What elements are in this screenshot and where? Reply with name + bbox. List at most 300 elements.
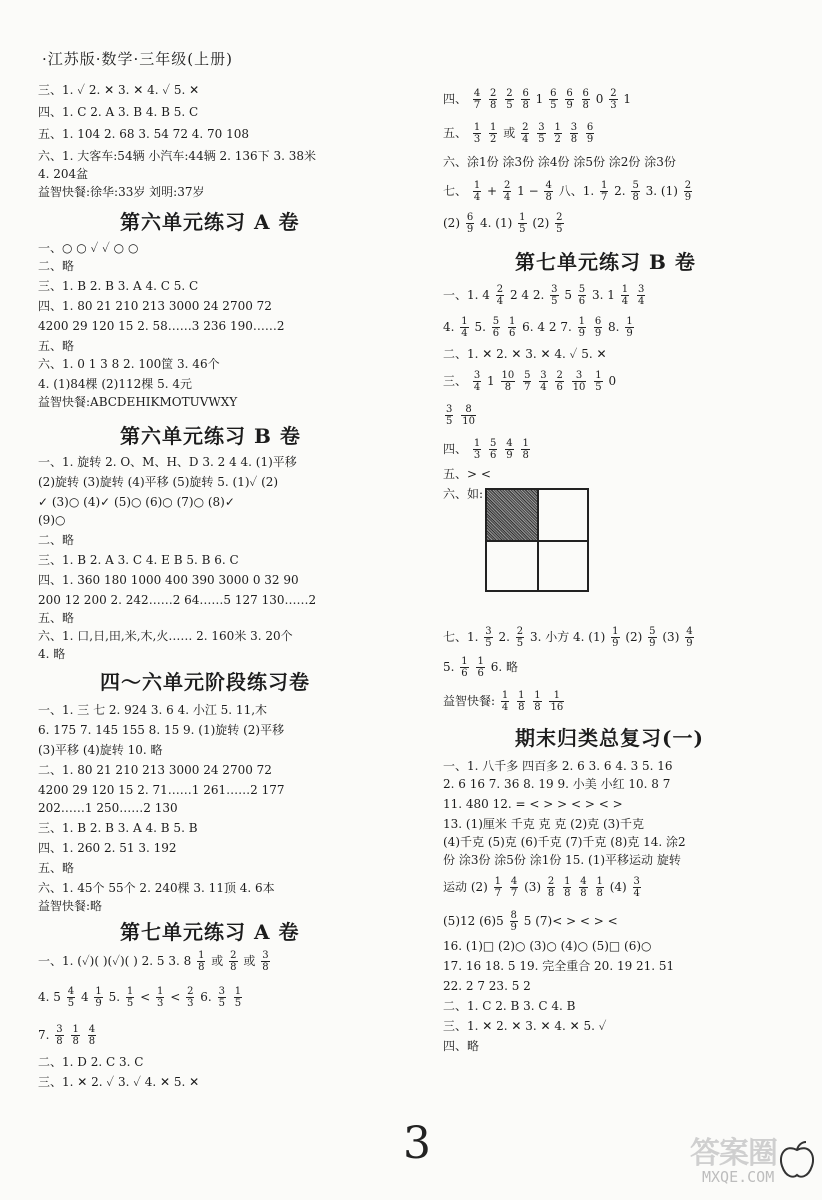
numerator: 3: [538, 122, 545, 133]
numerator: 1: [554, 122, 561, 133]
denominator: 8: [547, 888, 555, 899]
answer-line: ✓ (3)○ (4)✓ (5)○ (6)○ (7)○ (8)✓: [38, 495, 235, 509]
numerator: 8: [510, 910, 517, 921]
answer-text: 0: [608, 374, 617, 388]
answer-line: [443, 626, 696, 649]
answer-line: [443, 876, 643, 899]
fraction: [594, 370, 602, 393]
answer-text: 4.: [443, 320, 455, 334]
fraction: [578, 284, 586, 307]
answer-text: 6. 略: [490, 660, 518, 674]
fraction: [94, 986, 102, 1009]
answer-text: 7.: [38, 1028, 50, 1042]
denominator: 9: [578, 328, 585, 339]
numerator: 3: [572, 370, 587, 382]
denominator: 4: [503, 192, 511, 203]
numerator: 1: [234, 986, 242, 997]
answer-text: 4. 5: [38, 990, 61, 1004]
numerator: 2: [684, 180, 692, 191]
fraction: [261, 950, 269, 973]
numerator: 2: [547, 876, 555, 887]
numerator: 1: [156, 986, 164, 997]
section-title: 第六单元练习 A 卷: [120, 210, 300, 234]
answer-line: 六、如:: [443, 487, 484, 501]
numerator: 3: [570, 122, 578, 133]
denominator: 4: [633, 888, 640, 899]
answer-line: [443, 122, 596, 145]
answer-line: 11. 480 12. = < > > < > < >: [443, 797, 623, 811]
denominator: 9: [612, 638, 619, 649]
denominator: 5: [234, 998, 242, 1009]
fraction: [596, 876, 604, 899]
fraction: [521, 88, 529, 111]
fraction: [489, 438, 497, 461]
answer-line: 4200 29 120 15 2. 58……3 236 190……2: [38, 319, 285, 333]
numerator: 3: [218, 986, 225, 997]
denominator: 4: [496, 296, 504, 307]
fraction: [501, 370, 516, 393]
answer-line: 一、1. 八千多 四百多 2. 6 3. 6 4. 3 5. 16: [443, 759, 673, 773]
denominator: 5: [218, 998, 225, 1009]
numerator: 1: [473, 122, 481, 133]
answer-line: 4. 略: [38, 647, 66, 661]
numerator: 2: [522, 122, 529, 133]
fraction: [586, 122, 594, 145]
denominator: 9: [686, 638, 693, 649]
numerator: 2: [556, 212, 563, 223]
answer-line: 16. (1)□ (2)○ (3)○ (4)○ (5)□ (6)○: [443, 939, 652, 953]
numerator: 5: [632, 180, 639, 191]
answer-text: (4): [609, 880, 627, 894]
answer-text: 2.: [498, 630, 510, 644]
answer-line: 二、1. D 2. C 3. C: [38, 1055, 144, 1069]
denominator: 9: [649, 638, 656, 649]
answer-line: 202……1 250……2 130: [38, 801, 178, 815]
answer-text: 0: [595, 92, 604, 106]
answer-text: 3.: [592, 288, 604, 302]
answer-text: 七、1.: [443, 630, 479, 644]
denominator: 7: [600, 192, 608, 203]
fraction: [501, 690, 509, 713]
answer-line: 三、1. ✕ 2. ✓ 3. ✓ 4. ✕ 5. ✕: [38, 1075, 200, 1089]
fraction: [565, 88, 573, 111]
numerator: 2: [610, 88, 617, 99]
denominator: 8: [72, 1036, 79, 1047]
fraction: [537, 122, 545, 145]
answer-text: (2): [625, 630, 643, 644]
answer-text: 四、: [443, 92, 468, 106]
denominator: 8: [490, 100, 497, 111]
numerator: 1: [501, 690, 509, 701]
denominator: 9: [466, 224, 474, 235]
numerator: 3: [540, 370, 547, 381]
answer-line: [443, 370, 616, 393]
denominator: 4: [621, 296, 629, 307]
fraction: [473, 180, 481, 203]
denominator: 8: [504, 382, 512, 393]
fraction: [631, 180, 639, 203]
answer-text: (2): [532, 216, 550, 230]
numerator: 4: [510, 876, 518, 887]
answer-line: [443, 690, 566, 713]
denominator: 6: [578, 296, 586, 307]
denominator: 6: [508, 328, 516, 339]
fraction: [197, 950, 205, 973]
numerator: 1: [596, 876, 603, 887]
answer-text: 三、: [443, 374, 468, 388]
denominator: 8: [564, 888, 571, 899]
answer-text: (3): [662, 630, 680, 644]
answer-line: (3)平移 (4)旋转 10. 略: [38, 743, 163, 757]
denominator: 8: [545, 192, 552, 203]
answer-line: [38, 1024, 98, 1047]
fraction: [555, 370, 563, 393]
numerator: 1: [519, 212, 526, 223]
fraction: [473, 122, 481, 145]
fraction: [229, 950, 237, 973]
fraction: [637, 284, 645, 307]
answer-text: 一、1. (✓)( )(✓)( ) 2. 5 3. 8: [38, 954, 192, 968]
denominator: 6: [556, 382, 563, 393]
answer-line: 22. 2 7 23. 5 2: [443, 979, 531, 993]
numerator: 2: [503, 180, 511, 191]
denominator: 3: [473, 450, 481, 461]
fraction: [621, 284, 629, 307]
numerator: 3: [637, 284, 645, 295]
numerator: 5: [578, 284, 586, 295]
fraction: [517, 690, 525, 713]
fraction: [466, 212, 474, 235]
denominator: 8: [534, 702, 541, 713]
numerator: 1: [473, 438, 481, 449]
numerator: 1: [508, 316, 516, 327]
answer-text: <: [140, 990, 151, 1004]
numerator: 1: [621, 284, 629, 295]
answer-line: 200 12 200 2. 242……2 64……5 127 130……2: [38, 593, 317, 607]
denominator: 8: [632, 192, 639, 203]
fraction: [460, 656, 468, 679]
denominator: 2: [490, 134, 497, 145]
shaded-square-figure: [485, 488, 589, 592]
fraction: [496, 284, 504, 307]
answer-text: 6.: [200, 990, 212, 1004]
numerator: 1: [578, 316, 585, 327]
denominator: 9: [594, 328, 602, 339]
denominator: 7: [494, 888, 502, 899]
numerator: 6: [550, 88, 557, 99]
numerator: 1: [95, 986, 102, 997]
denominator: 7: [510, 888, 518, 899]
denominator: 9: [510, 922, 517, 933]
answer-line: [38, 950, 272, 973]
answer-line: 五、略: [38, 861, 75, 875]
numerator: 4: [67, 986, 75, 997]
answer-line: 五、略: [38, 611, 75, 625]
denominator: 9: [506, 450, 513, 461]
numerator: 3: [262, 950, 269, 961]
denominator: 9: [684, 192, 692, 203]
numerator: 2: [516, 626, 524, 637]
fraction: [550, 284, 558, 307]
answer-line: (4)千克 (5)克 (6)千克 (7)千克 (8)克 14. 涂2: [443, 835, 686, 849]
running-header: ·江苏版·数学·三年级(上册): [42, 50, 234, 68]
fraction: [460, 316, 468, 339]
denominator: 5: [485, 638, 492, 649]
answer-line: [38, 986, 244, 1009]
fraction: [611, 626, 619, 649]
numerator: 5: [492, 316, 500, 327]
answer-text: 一、1. 4: [443, 288, 490, 302]
watermark-url: MXQE.COM: [702, 1168, 775, 1186]
fraction: [625, 316, 633, 339]
fraction: [71, 1024, 79, 1047]
denominator: 4: [473, 382, 481, 393]
answer-text: +: [487, 184, 498, 198]
answer-line: 6. 175 7. 145 155 8. 15 9. (1)旋转 (2)平移: [38, 723, 285, 737]
fraction: [544, 180, 552, 203]
fraction: [508, 316, 516, 339]
answer-text: 2 4 2.: [509, 288, 545, 302]
answer-line: 五、1. 104 2. 68 3. 54 72 4. 70 108: [38, 127, 250, 141]
fraction: [503, 180, 511, 203]
answer-text: 1: [535, 92, 544, 106]
answer-text: 1 −: [517, 184, 539, 198]
answer-line: [443, 438, 532, 461]
numerator: 3: [485, 626, 492, 637]
denominator: 4: [540, 382, 547, 393]
numerator: 1: [522, 438, 529, 449]
numerator: 6: [594, 316, 602, 327]
fraction: [473, 88, 481, 111]
section-title: 第六单元练习 B 卷: [120, 424, 301, 448]
denominator: 5: [538, 134, 545, 145]
shaded-quarter: [487, 490, 537, 540]
fraction: [510, 910, 518, 933]
page-number: 3: [403, 1118, 431, 1169]
denominator: 5: [519, 224, 526, 235]
numerator: 1: [473, 180, 481, 191]
numerator: 8: [461, 404, 476, 416]
numerator: 3: [633, 876, 640, 887]
section-title: 第七单元练习 A 卷: [120, 920, 300, 944]
denominator: 9: [586, 134, 594, 145]
answer-text: 4. (1): [480, 216, 513, 230]
denominator: 8: [518, 702, 525, 713]
numerator: 2: [490, 88, 497, 99]
denominator: 10: [462, 416, 475, 427]
denominator: 8: [570, 134, 578, 145]
numerator: 5: [649, 626, 656, 637]
numerator: 1: [612, 626, 619, 637]
fraction: [67, 986, 75, 1009]
denominator: 6: [477, 668, 484, 679]
denominator: 6: [490, 450, 497, 461]
answer-line: 二、略: [38, 259, 75, 273]
answer-line: 四、1. 360 180 1000 400 390 3000 0 32 90: [38, 573, 299, 587]
answer-text: (2): [443, 216, 460, 230]
fraction: [600, 180, 608, 203]
fraction: [539, 370, 547, 393]
fraction: [578, 316, 586, 339]
answer-line: 二、略: [38, 533, 75, 547]
fraction: [633, 876, 641, 899]
answer-text: (3): [524, 880, 542, 894]
answer-line: 三、1. B 2. B 3. A 4. B 5. B: [38, 821, 198, 835]
section-title: 第七单元练习 B 卷: [515, 250, 696, 274]
answer-text: 八、1.: [558, 184, 595, 198]
denominator: 6: [461, 668, 468, 679]
fraction: [234, 986, 242, 1009]
numerator: 3: [551, 284, 558, 295]
answer-line: 六、涂1份 涂3份 涂4份 涂5份 涂2份 涂3份: [443, 155, 676, 169]
numerator: 1: [549, 690, 564, 702]
numerator: 10: [501, 370, 515, 381]
numerator: 6: [582, 88, 589, 99]
denominator: 7: [473, 100, 481, 111]
fraction: [126, 986, 134, 1009]
fraction: [461, 404, 476, 427]
fraction: [549, 88, 557, 111]
numerator: 1: [626, 316, 633, 327]
numerator: 4: [545, 180, 552, 191]
fraction: [572, 370, 587, 393]
numerator: 2: [506, 88, 513, 99]
denominator: 8: [88, 1036, 96, 1047]
denominator: 3: [473, 134, 481, 145]
answer-line: 2. 6 16 7. 36 8. 19 9. 小美 小红 10. 8 7: [443, 777, 671, 791]
numerator: 2: [556, 370, 563, 381]
denominator: 5: [551, 296, 558, 307]
denominator: 9: [566, 100, 573, 111]
numerator: 4: [686, 626, 693, 637]
numerator: 1: [72, 1024, 79, 1035]
denominator: 8: [582, 100, 589, 111]
answer-line: 四、1. 80 21 210 213 3000 24 2700 72: [38, 299, 272, 313]
denominator: 3: [187, 998, 194, 1009]
denominator: 5: [556, 224, 563, 235]
answer-line: 五、> <: [443, 467, 491, 481]
fraction: [533, 690, 541, 713]
numerator: 1: [490, 122, 497, 133]
fraction: [218, 986, 226, 1009]
watermark-logo: 答案圈: [690, 1136, 777, 1171]
answer-line: [443, 88, 631, 111]
denominator: 8: [198, 962, 205, 973]
answer-text: 益智快餐:: [443, 694, 496, 708]
answer-line: 六、1. 45个 55个 2. 240棵 3. 11顶 4. 6本: [38, 881, 275, 895]
fraction: [88, 1024, 96, 1047]
numerator: 1: [518, 690, 525, 701]
fraction: [55, 1024, 63, 1047]
numerator: 1: [564, 876, 571, 887]
answer-text: (5)12 (6)5: [443, 914, 504, 928]
answer-text: 或: [243, 954, 256, 968]
numerator: 4: [506, 438, 513, 449]
numerator: 1: [600, 180, 608, 191]
denominator: 9: [626, 328, 633, 339]
fraction: [521, 438, 529, 461]
answer-line: 益智快餐:略: [38, 899, 103, 913]
fraction: [547, 876, 555, 899]
numerator: 1: [461, 316, 468, 327]
answer-text: 6. 4 2 7.: [522, 320, 572, 334]
denominator: 4: [501, 702, 509, 713]
denominator: 8: [522, 450, 529, 461]
fraction: [489, 88, 497, 111]
answer-line: 二、1. C 2. B 3. C 4. B: [443, 999, 576, 1013]
denominator: 5: [67, 998, 75, 1009]
numerator: 4: [473, 88, 481, 99]
answer-text: 5.: [474, 320, 486, 334]
fraction: [445, 404, 453, 427]
fraction: [609, 88, 617, 111]
answer-line: 三、1. ✕ 2. ✕ 3. ✕ 4. ✕ 5. ✓: [443, 1019, 607, 1033]
fraction: [684, 180, 692, 203]
fraction: [563, 876, 571, 899]
fraction: [505, 88, 513, 111]
answer-line: 4. 204盆: [38, 167, 89, 181]
numerator: 3: [446, 404, 453, 415]
denominator: 9: [95, 998, 102, 1009]
numerator: 5: [490, 438, 497, 449]
answer-text: 1: [607, 288, 615, 302]
denominator: 5: [446, 416, 453, 427]
fraction: [494, 876, 502, 899]
answer-line: 4. (1)84棵 (2)112棵 5. 4元: [38, 377, 192, 391]
fraction: [476, 656, 484, 679]
answer-line: [443, 212, 566, 235]
answer-text: 七、: [443, 184, 468, 198]
numerator: 2: [496, 284, 504, 295]
answer-text: 5.: [443, 660, 455, 674]
numerator: 1: [595, 370, 602, 381]
answer-line: (2)旋转 (3)旋转 (4)平移 (5)旋转 5. (1)✓ (2): [38, 475, 279, 489]
answer-line: 四、1. 260 2. 51 3. 192: [38, 841, 177, 855]
answer-line: [443, 180, 694, 203]
denominator: 8: [262, 962, 269, 973]
denominator: 5: [506, 100, 513, 111]
answer-line: 三、1. B 2. A 3. C 4. E B 5. B 6. C: [38, 553, 239, 567]
numerator: 1: [534, 690, 541, 701]
section-title: 期末归类总复习(一): [515, 726, 704, 750]
denominator: 5: [595, 382, 602, 393]
numerator: 4: [88, 1024, 96, 1035]
answer-line: 五、略: [38, 339, 75, 353]
fraction: [492, 316, 500, 339]
answer-text: 3. (1): [645, 184, 678, 198]
denominator: 4: [522, 134, 529, 145]
answer-text: 2.: [614, 184, 626, 198]
numerator: 5: [524, 370, 531, 381]
fraction: [186, 986, 194, 1009]
denominator: 8: [580, 888, 587, 899]
answer-line: [443, 656, 518, 679]
answer-text: 1: [623, 92, 632, 106]
answer-text: 运动 (2): [443, 880, 488, 894]
numerator: 6: [566, 88, 573, 99]
denominator: 3: [610, 100, 617, 111]
answer-line: 一、○ ○ ✓ ✓ ○ ○: [38, 241, 139, 255]
denominator: 2: [554, 134, 561, 145]
answer-text: 1: [487, 374, 495, 388]
fraction: [516, 626, 524, 649]
numerator: 1: [477, 656, 484, 667]
denominator: 16: [550, 702, 564, 713]
denominator: 5: [126, 998, 134, 1009]
answer-line: 益智快餐:ABCDEHIKMOTUVWXY: [38, 395, 238, 409]
answer-line: 六、1. 口,日,田,米,木,火…… 2. 160米 3. 20个: [38, 629, 293, 643]
denominator: 6: [492, 328, 500, 339]
